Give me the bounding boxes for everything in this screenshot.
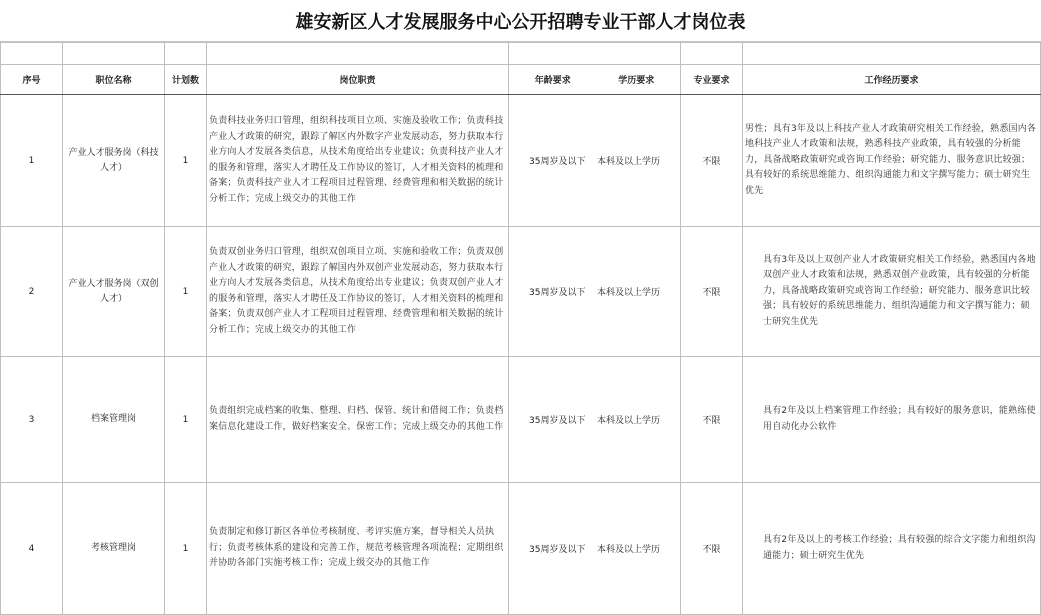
row-position[interactable]: 档案管理岗	[63, 357, 165, 483]
row-edu: 本科及以上学历	[596, 545, 660, 555]
header-age-edu[interactable]	[509, 65, 681, 95]
header-major[interactable]: 专业要求	[681, 65, 743, 95]
row-duty[interactable]: 负责双创业务归口管理，组织双创项目立项、实施和验收工作；负责双创产业人才政策的研究，跟踪了解国内外双创产业发展动态，努力获取本行业方向人才发展各类信息，从技术角度给出专业建议；负责双创产业人才的服务和管理，落实人才聘任及工作协议的签订，人才相关资料的梳理和备案；负责双创产业人才工程项目过程管理、经费管理和相关数据的统计分析工作；完成上级交办的其他工作	[207, 227, 509, 357]
row-no[interactable]: 1	[1, 95, 63, 227]
header-row	[1, 65, 1041, 95]
row-duty[interactable]: 负责科技业务归口管理，组织科技项目立项、实施及验收工作；负责科技产业人才政策的研究，跟踪了解区内外数字产业发展动态，努力获取本行业方向人才发展各类信息，从技术角度给出专业建议；负责科技产业人才的服务和管理，落实人才聘任及工作协议的签订，人才相关资料的梳理和备案；负责科技产业人才工程项目过程管理、经费管理和相关数据的统计分析工作；完成上级交办的其他工作	[207, 95, 509, 227]
row-edu: 本科及以上学历	[596, 157, 660, 167]
header-edu: 学历要求	[618, 76, 655, 86]
cell[interactable]	[743, 43, 1041, 65]
row-no[interactable]: 2	[1, 227, 63, 357]
sheet-title: 雄安新区人才发展服务中心公开招聘专业干部人才岗位表	[0, 0, 1041, 42]
row-count[interactable]: 1	[165, 95, 207, 227]
row-major[interactable]: 不限	[681, 483, 743, 615]
header-age: 年龄要求	[534, 76, 571, 86]
row-age: 35周岁及以下	[529, 288, 586, 298]
empty-row	[1, 43, 1041, 65]
row-experience[interactable]: 具有3年及以上双创产业人才政策研究相关工作经验，熟悉国内各地双创产业人才政策和法规，熟悉双创产业政策，具有较强的分析能力，具备战略政策研究或咨询工作经验；研究能力、服务意识比较强；具有较好的系统思维能力、组织沟通能力和文字撰写能力；硕士研究生优先	[743, 227, 1041, 357]
row-major[interactable]: 不限	[681, 227, 743, 357]
row-position[interactable]: 产业人才服务岗（双创人才）	[63, 227, 165, 357]
cell[interactable]	[1, 43, 63, 65]
cell[interactable]	[207, 43, 509, 65]
row-experience[interactable]: 具有2年及以上的考核工作经验；具有较强的综合文字能力和组织沟通能力；硕士研究生优先	[743, 483, 1041, 615]
table-row	[1, 357, 1041, 483]
cell[interactable]	[681, 43, 743, 65]
header-no[interactable]: 序号	[1, 65, 63, 95]
row-duty[interactable]: 负责组织完成档案的收集、整理、归档、保管、统计和借阅工作；负责档案信息化建设工作，做好档案安全、保密工作；完成上级交办的其他工作	[207, 357, 509, 483]
row-no[interactable]: 4	[1, 483, 63, 615]
row-major[interactable]: 不限	[681, 357, 743, 483]
position-table	[0, 42, 1041, 615]
row-age-edu[interactable]	[509, 357, 681, 483]
cell[interactable]	[165, 43, 207, 65]
row-count[interactable]: 1	[165, 357, 207, 483]
row-edu: 本科及以上学历	[596, 288, 660, 298]
row-age-edu[interactable]	[509, 95, 681, 227]
row-age-edu[interactable]	[509, 483, 681, 615]
header-position[interactable]: 职位名称	[63, 65, 165, 95]
header-experience[interactable]: 工作经历要求	[743, 65, 1041, 95]
row-duty[interactable]: 负责制定和修订新区各单位考核制度、考评实施方案，督导相关人员执行；负责考核体系的建设和完善工作，规范考核管理各项流程；定期组织并协助各部门实施考核工作；完成上级交办的其他工作	[207, 483, 509, 615]
row-age: 35周岁及以下	[529, 157, 586, 167]
table-row	[1, 95, 1041, 227]
row-experience[interactable]: 男性；具有3年及以上科技产业人才政策研究相关工作经验，熟悉国内各地科技产业人才政策和法规，熟悉科技产业政策，具有较强的分析能力，具备战略政策研究或咨询工作经验；研究能力、服务意识比较强；具有较好的系统思维能力、组织沟通能力和文字撰写能力；硕士研究生优先	[743, 95, 1041, 227]
row-age: 35周岁及以下	[529, 545, 586, 555]
row-position[interactable]: 考核管理岗	[63, 483, 165, 615]
row-age: 35周岁及以下	[529, 416, 586, 426]
row-count[interactable]: 1	[165, 483, 207, 615]
cell[interactable]	[509, 43, 681, 65]
cell[interactable]	[63, 43, 165, 65]
row-major[interactable]: 不限	[681, 95, 743, 227]
table-row	[1, 227, 1041, 357]
row-position[interactable]: 产业人才服务岗（科技人才）	[63, 95, 165, 227]
row-edu: 本科及以上学历	[596, 416, 660, 426]
header-count[interactable]: 计划数	[165, 65, 207, 95]
spreadsheet-grid	[0, 42, 1041, 611]
row-experience[interactable]: 具有2年及以上档案管理工作经验；具有较好的服务意识，能熟练使用自动化办公软件	[743, 357, 1041, 483]
row-count[interactable]: 1	[165, 227, 207, 357]
row-no[interactable]: 3	[1, 357, 63, 483]
header-duty[interactable]: 岗位职责	[207, 65, 509, 95]
table-row	[1, 483, 1041, 615]
row-age-edu[interactable]	[509, 227, 681, 357]
